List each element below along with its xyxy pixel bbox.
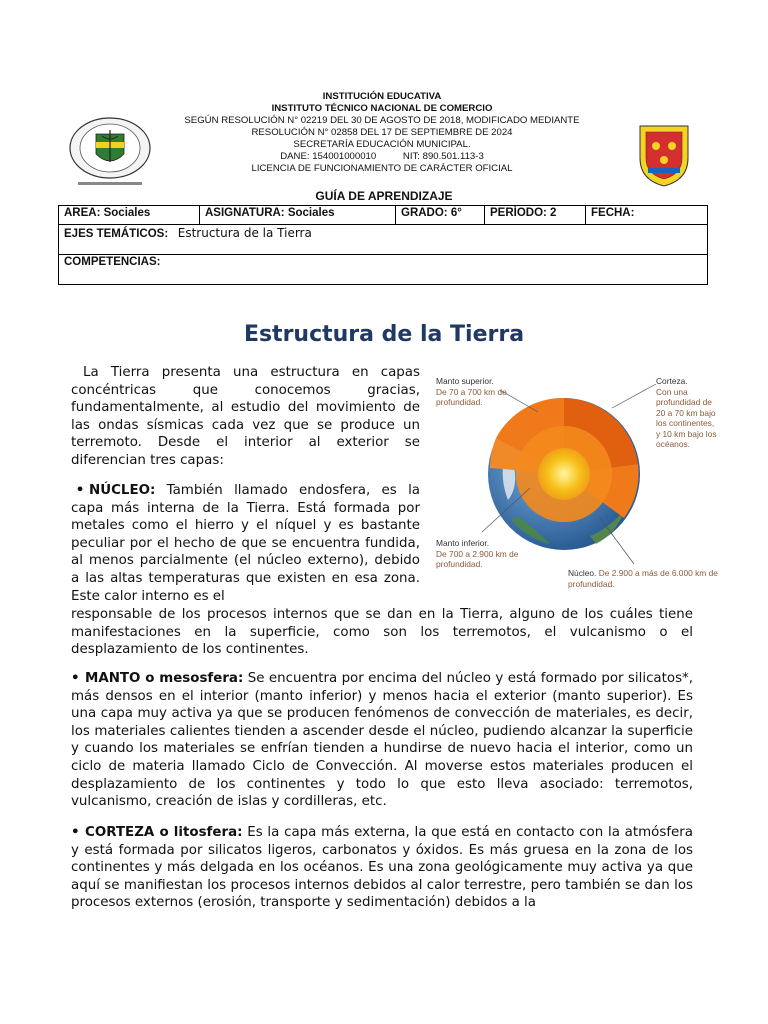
label-manto-superior-title: Manto superior.	[436, 376, 494, 386]
label-nucleo-title: Núcleo.	[568, 568, 597, 578]
header-dane-nit: DANE: 154001000010 NIT: 890.501.113-3	[280, 151, 484, 162]
ejes-label: EJES TEMÁTICOS:	[64, 228, 169, 240]
ejes-value: Estructura de la Tierra	[177, 226, 312, 240]
municipal-crest-logo-right	[634, 118, 694, 188]
label-manto-inferior-sub: De 700 a 2.900 km de profundidad.	[436, 548, 519, 569]
grado-cell: GRADO: 6°	[401, 207, 462, 219]
corteza-label: CORTEZA o litosfera:	[85, 825, 243, 840]
asignatura-cell: ASIGNATURA: Sociales	[205, 207, 335, 219]
corteza-text: Es la capa más externa, la que está en contacto con la atmósfera y está formada por silicatos ligeros, carbonatos y óxidos. Es más gruesa en la zona de los continentes y más delgada en los océanos. Es una zona geológicamente muy activa ya que aquí se manifiestan los procesos internos debidos al calor terrestre, pero también se dan los procesos externos (erosión, transporte y sedimentación) debidos a la	[71, 825, 693, 911]
periodo-cell: PERÍODO: 2	[490, 207, 557, 219]
intro-paragraph: La Tierra presenta una estructura en capas concéntricas que conocemos gracias, fundamentalmente, al estudio del movimiento de las ondas sísmicas cada vez que se produce un terremoto. Desde el interior al exterior se diferencian tres capas:	[71, 365, 420, 468]
corteza-paragraph: • CORTEZA o litosfera: Es la capa más externa, la que está en contacto con la atmósfera y está formada por silicatos ligeros, carbonatos y óxidos. Es más gruesa en la zona de los continentes y más delgada en los océanos. Es una zona geológicamente muy activa ya que aquí se manifiestan los procesos internos debidos al calor terrestre, pero también se dan los procesos externos (erosión, transporte y sedimentación) debidos a la	[71, 825, 693, 911]
label-corteza	[656, 376, 718, 450]
label-manto-superior-sub: De 70 a 700 km de profundidad.	[436, 386, 507, 407]
guide-title: GUÍA DE APRENDIZAJE	[315, 189, 453, 203]
label-manto-superior	[436, 376, 526, 408]
earth-structure-figure	[430, 368, 720, 596]
header-institution-type: INSTITUCIÓN EDUCATIVA	[322, 91, 442, 102]
label-corteza-sub: Con una profundidad de 20 a 70 km bajo los continentes, y 10 km bajo los océanos.	[656, 386, 717, 449]
label-manto-inferior	[436, 538, 520, 570]
info-table	[58, 205, 708, 285]
document-title: Estructura de la Tierra	[243, 322, 525, 347]
header-resolution-2: RESOLUCIÓN N° 02858 DEL 17 DE SEPTIEMBRE DE 2024	[251, 127, 513, 138]
label-corteza-title: Corteza.	[656, 376, 688, 386]
label-manto-inferior-title: Manto inferior.	[436, 538, 490, 548]
nucleo-text-a: También llamado endosfera, es la capa más interna de la Tierra. Está formada por metales como el hierro y el níquel y es bastante peculiar por el hecho de que se encuentra fundida, al menos parcialmente (el núcleo externo), debido a las altas temperaturas que existen en esa zona. Este calor interno es el	[71, 483, 420, 604]
nucleo-paragraph: • NÚCLEO: También llamado endosfera, es la capa más interna de la Tierra. Está formada por metales como el hierro y el níquel y es bastante peculiar por el hecho de que se encuentra fundida, al menos parcialmente (el núcleo externo), debido a las altas temperaturas que existen en esa zona. Este calor interno es el	[71, 483, 420, 604]
header-resolution-1: SEGÚN RESOLUCIÓN N° 02219 DEL 30 DE AGOSTO DE 2018, MODIFICADO MEDIANTE	[184, 115, 580, 126]
manto-label: MANTO o mesosfera:	[85, 671, 244, 686]
school-crest-logo-left	[66, 112, 154, 190]
header-secretaria: SECRETARÍA EDUCACIÓN MUNICIPAL.	[293, 139, 471, 150]
label-nucleo	[568, 568, 718, 589]
area-cell: AREA: Sociales	[64, 207, 151, 219]
manto-text: Se encuentra por encima del núcleo y está formado por silicatos*, más densos en el interior (manto inferior) y menos hacia el exterior (manto superior). Es una capa muy activa ya que se producen fenómenos de convección de materiales, es decir, los materiales calientes tienden a ascender desde el núcleo, pudiendo alcanzar la superficie y cuando los materiales se enfrían tienden a hundirse de nuevo hacia el interior, como un ciclo de materia llamado Ciclo de Convección. Al moverse estos materiales producen el desplazamiento de los continentes y todo lo que esto lleva asociado: terremotos, vulcanismo, creación de islas y cordilleras, etc.	[71, 671, 694, 810]
label-nucleo-sub: De 2.900 a más de 6.000 km de profundidad.	[568, 568, 718, 589]
manto-paragraph: • MANTO o mesosfera: Se encuentra por encima del núcleo y está formado por silicatos*, más densos en el interior (manto inferior) y menos hacia el exterior (manto superior). Es una capa muy activa ya que se producen fenómenos de convección de materiales, es decir, los materiales calientes tienden a ascender desde el núcleo, pudiendo alcanzar la superficie y cuando los materiales se enfrían tienden a hundirse de nuevo hacia el interior, como un ciclo de materia llamado Ciclo de Convección. Al moverse estos materiales producen el desplazamiento de los continentes y todo lo que esto lleva asociado: terremotos, vulcanismo, creación de islas y cordilleras, etc.	[71, 671, 694, 810]
header-license: LICENCIA DE FUNCIONAMIENTO DE CARÁCTER OFICIAL	[251, 163, 513, 174]
fecha-cell: FECHA:	[591, 207, 635, 219]
header-institution-name: INSTITUTO TÉCNICO NACIONAL DE COMERCIO	[271, 103, 493, 114]
nucleo-paragraph-continued: responsable de los procesos internos que se dan en la Tierra, alguno de los cuáles tiene manifestaciones en la superficie, como son los terremotos, el vulcanismo o el desplazamiento de los continentes.	[71, 607, 693, 658]
competencias-label: COMPETENCIAS:	[64, 256, 161, 268]
nucleo-label: NÚCLEO:	[89, 483, 156, 498]
